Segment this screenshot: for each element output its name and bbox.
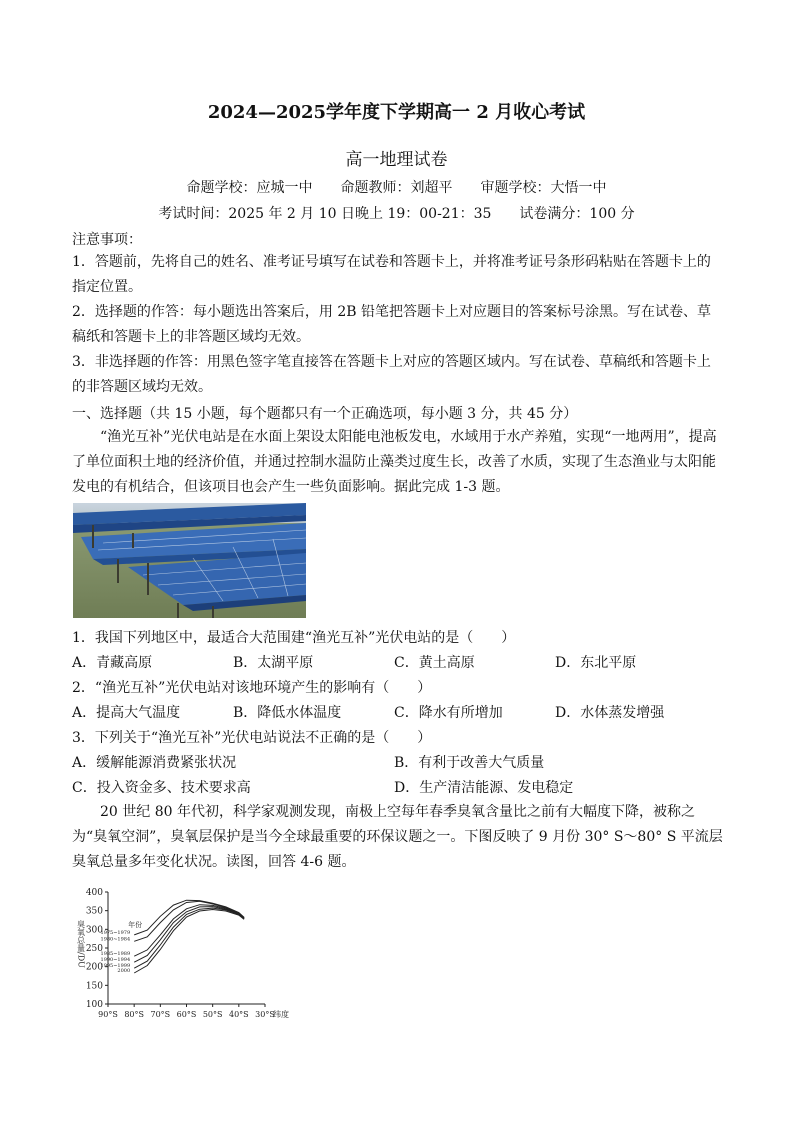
x-tick-label: 70°S (150, 1010, 171, 1019)
section-heading: 一、选择题（共 15 小题，每个题都只有一个正确选项，每小题 3 分，共 45 分） (72, 406, 578, 422)
y-tick-label: 350 (85, 906, 103, 917)
question-1-stem: 1．我国下列地区中，最适合大范围建“渔光互补”光伏电站的是（ ） (72, 630, 516, 646)
q1-option-a[interactable]: A．青藏高原 (72, 655, 153, 671)
series-line (134, 907, 244, 963)
q2-option-b[interactable]: B．降低水体温度 (233, 705, 342, 721)
note-item-3: 3．非选择题的作答：用黑色签字笔直接答在答题卡上对应的答题区域内。写在试卷、草稿纸和答题卡上的非答题区域均无效。 (72, 354, 711, 395)
legend-entry: 1990~1994 (100, 957, 131, 964)
legend-entry: 2000 (117, 968, 131, 975)
question-3-stem: 3．下列关于“渔光互补”光伏电站说法不正确的是（ ） (72, 730, 432, 746)
series-line (134, 910, 244, 974)
passage-2: 20 世纪 80 年代初，科学家观测发现，南极上空每年春季臭氧含量比之前有大幅度下降，被称之为“臭氧空洞”，臭氧层保护是当今全球最重要的环保议题之一。下图反映了 9 月份 30° S～80° S 平流层臭氧总量多年变化状况。读图，回答 4-6 题。 (72, 804, 723, 870)
y-tick-label: 400 (85, 888, 103, 898)
exam-info-line1: 命题学校：应城一中 命题教师：刘超平 审题学校：大悟一中 (186, 180, 607, 196)
series-line (134, 908, 244, 968)
y-tick-label: 150 (85, 981, 103, 992)
passage-1: “渔光互补”光伏电站是在水面上架设太阳能电池板发电，水域用于水产养殖，实现“一地两用”，提高了单位面积土地的经济价值，并通过控制水温防止藻类过度生长，改善了水质，实现了生态渔业与太阳能发电的有机结合，但该项目也会产生一些负面影响。据此完成 1-3 题。 (72, 429, 717, 495)
notes-heading: 注意事项： (72, 232, 142, 248)
y-tick-label: 200 (85, 962, 103, 973)
exam-subtitle: 高一地理试卷 (345, 150, 448, 170)
note-item-2: 2．选择题的作答：每小题选出答案后，用 2B 铅笔把答题卡上对应题目的答案标号涂黑。写在试卷、草稿纸和答题卡上的非答题区域均无效。 (72, 304, 712, 345)
y-tick-label: 250 (85, 944, 103, 954)
x-axis-label: 纬度 (273, 1010, 289, 1019)
y-tick-label: 300 (85, 925, 103, 936)
x-tick-label: 80°S (124, 1010, 145, 1019)
legend-entry: 1995~1999 (100, 963, 131, 970)
q3-option-c[interactable]: C．投入资金多、技术要求高 (72, 780, 251, 796)
legend-entry: 1975~1979 (100, 929, 131, 936)
x-tick-label: 50°S (202, 1010, 223, 1019)
ozone-line-chart (70, 880, 300, 1025)
note-item-1: 1．答题前，先将自己的姓名、准考证号填写在试卷和答题卡上，并将准考证号条形码粘贴在答题卡上的指定位置。 (72, 254, 711, 295)
y-axis-label: 臭氧总量/DU (76, 920, 86, 968)
series-line (134, 900, 244, 935)
q3-option-d[interactable]: D．生产清洁能源、发电稳定 (394, 780, 574, 796)
x-tick-label: 60°S (176, 1010, 197, 1019)
q3-option-b[interactable]: B．有利于改善大气质量 (394, 755, 545, 771)
x-tick-label: 30°S (255, 1010, 275, 1019)
series-line (134, 905, 244, 957)
q1-option-b[interactable]: B．太湖平原 (233, 655, 314, 671)
q3-option-a[interactable]: A．缓解能源消费紧张状况 (72, 755, 237, 771)
legend-title: 年份 (128, 921, 143, 930)
x-tick-label: 90°S (98, 1010, 118, 1019)
q2-option-a[interactable]: A．提高大气温度 (72, 705, 181, 721)
x-tick-label: 40°S (228, 1010, 249, 1019)
q2-option-d[interactable]: D．水体蒸发增强 (555, 705, 665, 721)
exam-title: 2024—2025学年度下学期高一 2 月收心考试 (207, 102, 586, 123)
question-2-stem: 2．“渔光互补”光伏电站对该地环境产生的影响有（ ） (72, 680, 432, 696)
q2-option-c[interactable]: C．降水有所增加 (394, 705, 503, 721)
q1-option-d[interactable]: D．东北平原 (555, 655, 637, 671)
legend-entry: 1980~1984 (100, 936, 131, 943)
q1-option-c[interactable]: C．黄土高原 (394, 655, 475, 671)
exam-info-line2: 考试时间：2025 年 2 月 10 日晚上 19：00-21：35 试卷满分：100 分 (158, 206, 635, 222)
y-tick-label: 100 (85, 1000, 103, 1010)
solar-panel-photo (73, 503, 306, 618)
legend-entry: 1985~1989 (100, 951, 131, 958)
